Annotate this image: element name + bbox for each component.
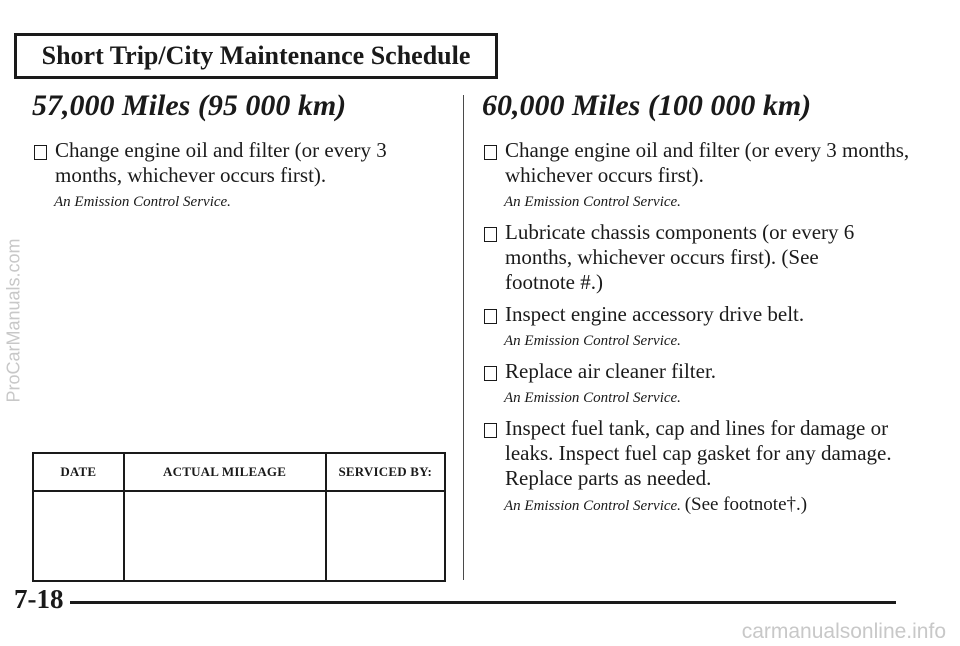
- checklist-item-text: Lubricate chassis components (or every 6 months, whichever occurs first). (See footnote #.): [505, 220, 855, 294]
- footnote-reference: (See footnote†.): [684, 494, 808, 515]
- checkbox-square-icon: [484, 309, 497, 324]
- checklist-item-text: Inspect engine accessory drive belt.: [505, 302, 805, 326]
- checkbox-square-icon: [484, 227, 497, 242]
- checklist-item: [482, 138, 922, 188]
- left-column: [32, 88, 444, 220]
- emission-note: An Emission Control Service.: [54, 194, 231, 210]
- page-number: 7-18: [14, 584, 64, 614]
- column-divider: [463, 95, 464, 580]
- footer-rule: [70, 601, 896, 604]
- date-cell: [33, 491, 124, 581]
- emission-note: An Emission Control Service.: [504, 333, 681, 349]
- serviced-by-cell: [326, 491, 446, 581]
- side-watermark: ProCarManuals.com: [3, 238, 24, 403]
- checklist-item-text: Replace air cleaner filter.: [505, 359, 717, 383]
- emission-note: An Emission Control Service.: [504, 194, 681, 210]
- checkbox-square-icon: [484, 145, 497, 160]
- checklist-item: [482, 416, 922, 491]
- mileage-cell: [124, 491, 326, 581]
- column-header-date: DATE: [33, 453, 124, 491]
- bottom-watermark: carmanualsonline.info: [741, 620, 946, 643]
- checkbox-square-icon: [484, 366, 497, 381]
- checkbox-square-icon: [34, 145, 47, 160]
- right-heading: 60,000 Miles (100 000 km): [482, 89, 812, 122]
- emission-note: An Emission Control Service.: [504, 390, 681, 406]
- column-header-serviced-by: SERVICED BY:: [326, 453, 446, 491]
- right-column: [482, 88, 922, 524]
- checklist-item-text: Change engine oil and filter (or every 3 months, whichever occurs first).: [55, 138, 387, 187]
- service-log-table: [32, 452, 446, 582]
- checklist-item: [32, 138, 444, 188]
- section-title-box: [14, 33, 498, 79]
- column-header-actual-mileage: ACTUAL MILEAGE: [124, 453, 326, 491]
- section-title: Short Trip/City Maintenance Schedule: [41, 41, 471, 70]
- table-row: [33, 491, 445, 581]
- emission-note: An Emission Control Service. (See footnote†.): [504, 494, 808, 515]
- checklist-item-text: Change engine oil and filter (or every 3 months, whichever occurs first).: [505, 138, 910, 187]
- checklist-item: [482, 359, 922, 384]
- table-header-row: [33, 453, 445, 491]
- checklist-item-text: Inspect fuel tank, cap and lines for damage or leaks. Inspect fuel cap gasket for any damage. Replace parts as needed.: [505, 416, 892, 490]
- checklist-item: [482, 220, 922, 295]
- checklist-item: [482, 302, 922, 327]
- left-heading: 57,000 Miles (95 000 km): [32, 89, 347, 122]
- checkbox-square-icon: [484, 423, 497, 438]
